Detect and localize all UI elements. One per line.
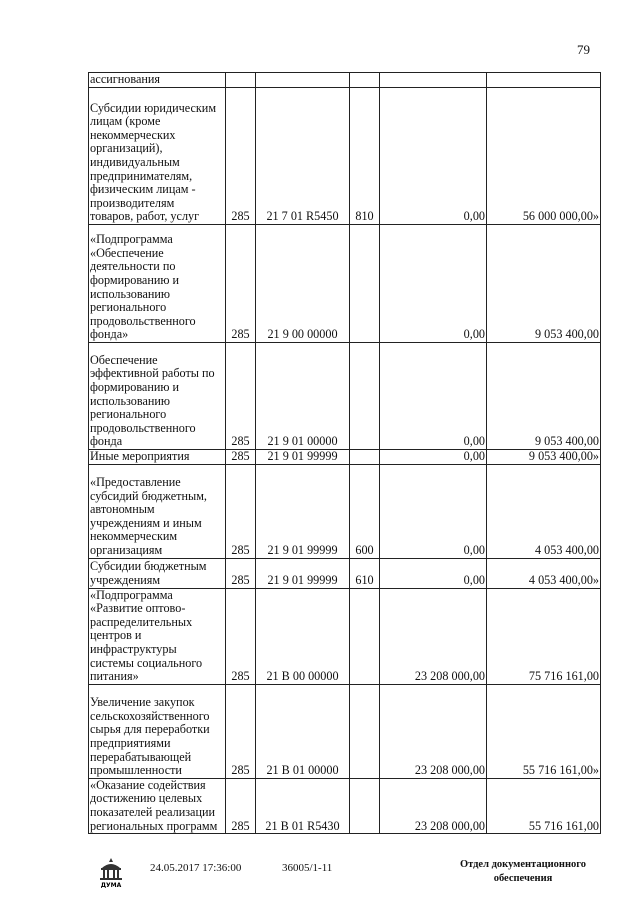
cell-vr <box>350 73 380 88</box>
cell-ved: 285 <box>226 684 256 778</box>
cell-amount1: 0,00 <box>380 450 487 465</box>
cell-vr <box>350 450 380 465</box>
cell-cs: 21 7 01 R5450 <box>256 88 350 225</box>
table-row <box>89 225 601 343</box>
cell-ved: 285 <box>226 464 256 558</box>
cell-cs: 21 9 01 99999 <box>256 558 350 588</box>
cell-cs: 21 В 01 R5430 <box>256 778 350 833</box>
cell-ved: 285 <box>226 88 256 225</box>
cell-amount2: 56 000 000,00» <box>487 88 601 225</box>
cell-amount1: 23 208 000,00 <box>380 588 487 684</box>
cell-name: Увеличение закупок сельскохозяйственного сырья для переработки предприятиями перерабатывающей промышленности <box>89 684 226 778</box>
cell-ved: 285 <box>226 450 256 465</box>
cell-amount2: 9 053 400,00 <box>487 343 601 450</box>
cell-cs: 21 9 01 00000 <box>256 343 350 450</box>
cell-name: «Оказание содействия достижению целевых показателей реализации региональных программ <box>89 778 226 833</box>
budget-table <box>88 72 601 834</box>
cell-name: «Предоставление субсидий бюджетным, автономным учреждениям и иным некоммерческим организациям <box>89 464 226 558</box>
cell-cs: 21 9 01 99999 <box>256 450 350 465</box>
cell-cs: 21 В 00 00000 <box>256 588 350 684</box>
page-number: 79 <box>577 42 590 57</box>
cell-vr: 600 <box>350 464 380 558</box>
cell-ved: 285 <box>226 588 256 684</box>
table-row <box>89 778 601 833</box>
cell-vr <box>350 343 380 450</box>
cell-cs: 21 9 00 00000 <box>256 225 350 343</box>
cell-amount2 <box>487 73 601 88</box>
cell-amount2: 4 053 400,00 <box>487 464 601 558</box>
cell-amount2: 75 716 161,00 <box>487 588 601 684</box>
cell-ved: 285 <box>226 558 256 588</box>
cell-vr <box>350 778 380 833</box>
cell-ved <box>226 73 256 88</box>
duma-building-icon <box>96 856 126 890</box>
cell-amount1: 23 208 000,00 <box>380 778 487 833</box>
cell-ved: 285 <box>226 343 256 450</box>
cell-amount2: 4 053 400,00» <box>487 558 601 588</box>
cell-cs: 21 9 01 99999 <box>256 464 350 558</box>
budget-table-body <box>89 73 601 834</box>
table-row <box>89 343 601 450</box>
cell-name: Субсидии бюджетным учреждениям <box>89 558 226 588</box>
cell-name: «Подпрограмма «Развитие оптово- распределительных центров и инфраструктуры системы социального питания» <box>89 588 226 684</box>
cell-name: ассигнования <box>89 73 226 88</box>
cell-amount1: 23 208 000,00 <box>380 684 487 778</box>
footer-department: Отдел документационного обеспечения <box>459 859 587 884</box>
table-row <box>89 88 601 225</box>
cell-amount1: 0,00 <box>380 343 487 450</box>
cell-cs <box>256 73 350 88</box>
cell-name: «Подпрограмма «Обеспечение деятельности по формированию и использованию регионального продовольственного фонда» <box>89 225 226 343</box>
table-row <box>89 558 601 588</box>
cell-amount2: 55 716 161,00 <box>487 778 601 833</box>
table-row <box>89 588 601 684</box>
cell-amount2: 55 716 161,00» <box>487 684 601 778</box>
footer-datetime: 24.05.2017 17:36:00 <box>150 862 242 874</box>
cell-amount1: 0,00 <box>380 464 487 558</box>
footer-doc-code: 36005/1-11 <box>282 862 333 874</box>
logo-text: ДУМА <box>100 882 122 889</box>
cell-cs: 21 В 01 00000 <box>256 684 350 778</box>
cell-amount1 <box>380 73 487 88</box>
cell-name: Иные мероприятия <box>89 450 226 465</box>
cell-vr <box>350 588 380 684</box>
cell-amount1: 0,00 <box>380 88 487 225</box>
table-row <box>89 73 601 88</box>
cell-vr: 810 <box>350 88 380 225</box>
cell-ved: 285 <box>226 778 256 833</box>
cell-amount2: 9 053 400,00 <box>487 225 601 343</box>
cell-amount2: 9 053 400,00» <box>487 450 601 465</box>
cell-vr: 610 <box>350 558 380 588</box>
table-row <box>89 464 601 558</box>
table-row <box>89 450 601 465</box>
cell-name: Субсидии юридическим лицам (кроме некоммерческих организаций), индивидуальным предпринимателям, физическим лицам - производителям товаров, работ, услуг <box>89 88 226 225</box>
table-row <box>89 684 601 778</box>
cell-amount1: 0,00 <box>380 225 487 343</box>
cell-vr <box>350 225 380 343</box>
cell-vr <box>350 684 380 778</box>
cell-amount1: 0,00 <box>380 558 487 588</box>
cell-name: Обеспечение эффективной работы по формированию и использованию регионального продовольственного фонда <box>89 343 226 450</box>
cell-ved: 285 <box>226 225 256 343</box>
